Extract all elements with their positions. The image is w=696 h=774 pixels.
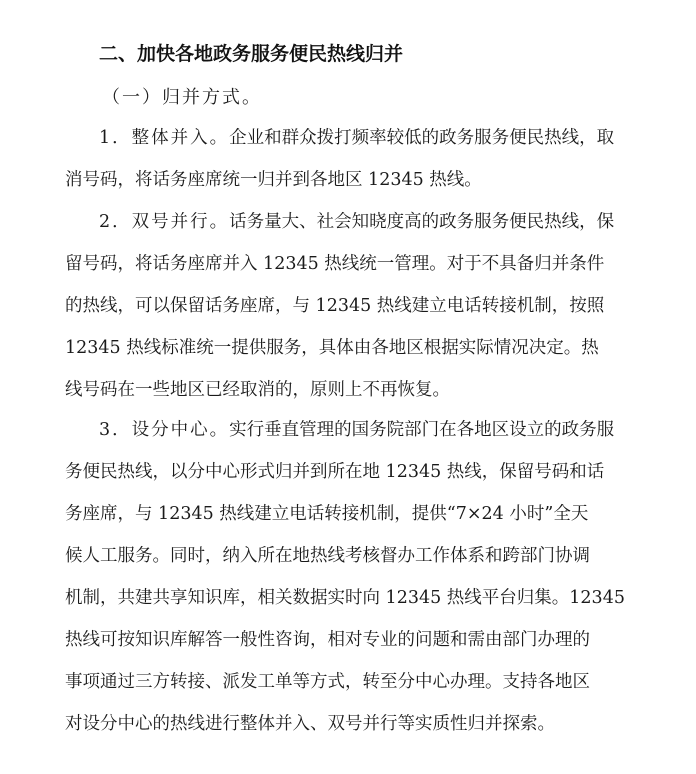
paragraph-3-lead: 3．设分中心。 bbox=[99, 420, 230, 440]
paragraph-1-line-1 bbox=[99, 124, 614, 152]
paragraph-3-line-7: 事项通过三方转接、派发工单等方式，转至分中心办理。支持各地区 bbox=[65, 672, 590, 692]
paragraph-3-line-4: 候人工服务。同时，纳入所在地热线考核督办工作体系和跨部门协调 bbox=[65, 546, 590, 566]
paragraph-2-lead: 2．双号并行。 bbox=[99, 212, 230, 232]
paragraph-3-line-6: 热线可按知识库解答一般性咨询，相对专业的问题和需由部门办理的 bbox=[65, 630, 590, 650]
paragraph-2-line-1 bbox=[99, 208, 614, 236]
paragraph-3-line-1 bbox=[99, 416, 614, 444]
paragraph-3-text: 实行垂直管理的国务院部门在各地区设立的政务服 bbox=[229, 420, 615, 440]
paragraph-3-line-8: 对设分中心的热线进行整体并入、双号并行等实质性归并探索。 bbox=[65, 714, 555, 734]
section-heading: 二、加快各地政务服务便民热线归并 bbox=[99, 43, 404, 65]
paragraph-3-line-5: 机制，共建共享知识库，相关数据实时向 12345 热线平台归集。12345 bbox=[65, 588, 625, 608]
paragraph-1-text: 企业和群众拨打频率较低的政务服务便民热线，取 bbox=[229, 128, 615, 148]
paragraph-2-line-2: 留号码，将话务座席并入 12345 热线统一管理。对于不具备归并条件 bbox=[65, 254, 605, 274]
paragraph-2-line-3: 的热线，可以保留话务座席，与 12345 热线建立电话转接机制，按照 bbox=[65, 296, 605, 316]
paragraph-2-line-4: 12345 热线标准统一提供服务，具体由各地区根据实际情况决定。热 bbox=[65, 338, 599, 358]
paragraph-3-line-3: 务座席，与 12345 热线建立电话转接机制，提供“7×24 小时”全天 bbox=[65, 504, 589, 524]
paragraph-2-text: 话务量大、社会知晓度高的政务服务便民热线，保 bbox=[229, 212, 615, 232]
paragraph-2-line-5: 线号码在一些地区已经取消的，原则上不再恢复。 bbox=[65, 380, 450, 400]
subsection-heading: （一）归并方式。 bbox=[102, 87, 262, 108]
paragraph-1-lead: 1．整体并入。 bbox=[99, 128, 230, 148]
paragraph-1-line-2: 消号码，将话务座席统一归并到各地区 12345 热线。 bbox=[65, 170, 482, 190]
paragraph-3-line-2: 务便民热线，以分中心形式归并到所在地 12345 热线，保留号码和话 bbox=[65, 462, 605, 482]
